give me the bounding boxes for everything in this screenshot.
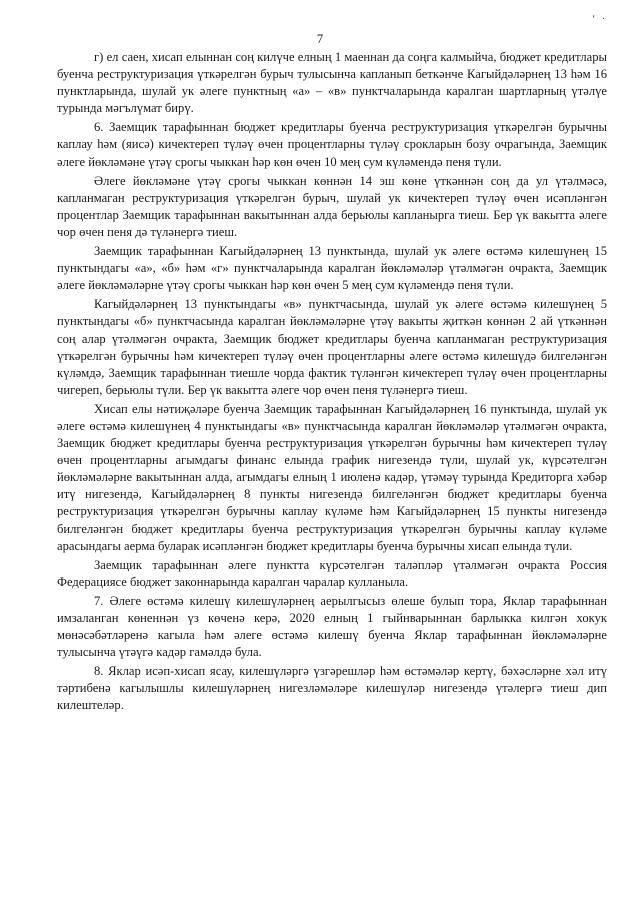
document-body bbox=[57, 49, 607, 715]
paragraph: Әлеге йөкләмәне үтәү срогы чыккан көннән 14 эш көне үткәннән соң да ул үтәлмәсә, капланмаган реструктуризация үткәрелгән бурыч, шулай ук кичектереп түләү өчен исәпләнгән процентлар Заемщик тарафыннан вакытыннан алда берьюлы капланырга тиеш. Бер үк вакытта әлеге чор өчен пеня дә түләнергә тиеш. bbox=[57, 173, 607, 239]
corner-mark: ‘ · bbox=[592, 14, 608, 25]
paragraph: Заемщик тарафыннан Кагыйдәләрнең 13 пунктында, шулай ук әлеге өстәмә килешүнең 15 пунктындагы «а», «б» һәм «г» пунктчаларында каралган йөкләмәләр үтәлмәгән очракта, Заемщик әлеге йөкләмәләрне үтәү срогы чыккан һәр көн өчен 5 мең сум күләмендә пеня түли. bbox=[57, 244, 607, 293]
paragraph: Заемщик тарафыннан әлеге пунктта күрсәтелгән таләпләр үтәлмәгән очракта Россия Федерациясе бюджет законнарында каралган чаралар кулланыла. bbox=[57, 557, 607, 589]
paragraph: 6. Заемщик тарафыннан бюджет кредитлары буенча реструктуризация үткәрелгән бурычны каплау һәм (яисә) кичектереп түләү өчен процентларны түләү срокларын бозу очрагында, Заемщик әлеге йөкләмәне үтәү срогы чыккан һәр көн өчен 10 мең сум күләмендә пеня түли. bbox=[57, 120, 607, 169]
paragraph: г) ел саен, хисап елыннан соң килүче елның 1 маеннан да соңга калмыйча, бюджет кредитлары буенча реструктуризация үткәрелгән бурыч тулысынча капланып беткәнче Кагыйдәләрнең 13 һәм 16 пунктларында, шулай ук әлеге пунктның «а» – «в» пунктчаларында каралган шартларның үтәлүе турында мәгълүмат бирү. bbox=[57, 50, 607, 116]
paragraph: Кагыйдәләрнең 13 пунктындагы «в» пунктчасында, шулай ук әлеге өстәмә килешүнең 5 пунктындагы «б» пунктчасында каралган йөкләмәләрне үтәү вакыты җиткән көннән 2 ай үткәннән соң алар үтәлмәгән очракта, Заемщик бюджет кредитлары буенча капланмаган реструктуризация үткәрелгән бурычны һәм кичектереп түләү өчен процентларны әлеге өстәмә килешүдә билгеләнгән күләмдә, Заемщик тарафыннан тиешле чорда фактик түләнгән кичектереп түләү өчен процентларны чигереп, берьюлы түли. Бер үк вакытта әлеге чор өчен пеня түләнергә тиеш. bbox=[57, 297, 607, 397]
paragraph: Хисап елы нәтиҗәләре буенча Заемщик тарафыннан Кагыйдәләрнең 16 пунктында, шулай ук әлеге өстәмә килешүнең 4 пунктындагы «в» пунктчасында каралган йөкләмәләр үтәлмәгән очракта, Заемщик бюджет кредитлары буенча реструктуризация үткәрелгән бурычны һәм кичектереп түләү өчен процентларны агымдагы финанс елында график нигезендә түли, шулай ук, күрсәтелгән йөкләмәләрне вакытыннан алда, агымдагы елның 1 июленә кадәр, үтәмәү турында Кредиторга хәбәр итү нигезендә, Кагыйдәләрнең 8 пункты нигезендә билгеләнгән бюджет кредитлары буенча реструктуризация үткәрелгән бурычны каплау күләме һәм Кагыйдәләрнең 15 пункты нигезендә билгеләнгән бюджет кредитлары буенча реструктуризация үткәрелгән бурычны каплау күләме арасындагы аерма буларак исәпләнгән бюджет кредитлары буенча бурычны хисап елында түли. bbox=[57, 401, 607, 553]
page-number: 7 bbox=[316, 32, 324, 46]
paragraph: 8. Яклар исәп-хисап ясау, килешүләргә үзгәрешләр һәм өстәмәләр кертү, бәхәсләрне хәл итү тәртибенә кагылышлы килешүләрнең нигезләмәләре килешүләр нигезендә үтәлергә тиеш дип килештеләр. bbox=[57, 664, 607, 713]
paragraph: 7. Әлеге өстәмә килешү килешүләрнең аерылгысыз өлеше булып тора, Яклар тарафыннан имзаланган көненнән үз көченә керә, 2020 елның 1 гыйнварыннан барлыкка килгән хокук мөнәсәбәтләренә кагыла һәм әлеге өстәмә килешү буенча Яклар тарафыннан йөкләмәләрне тулысынча үтәүгә кадәр гамәлдә була. bbox=[57, 593, 607, 660]
